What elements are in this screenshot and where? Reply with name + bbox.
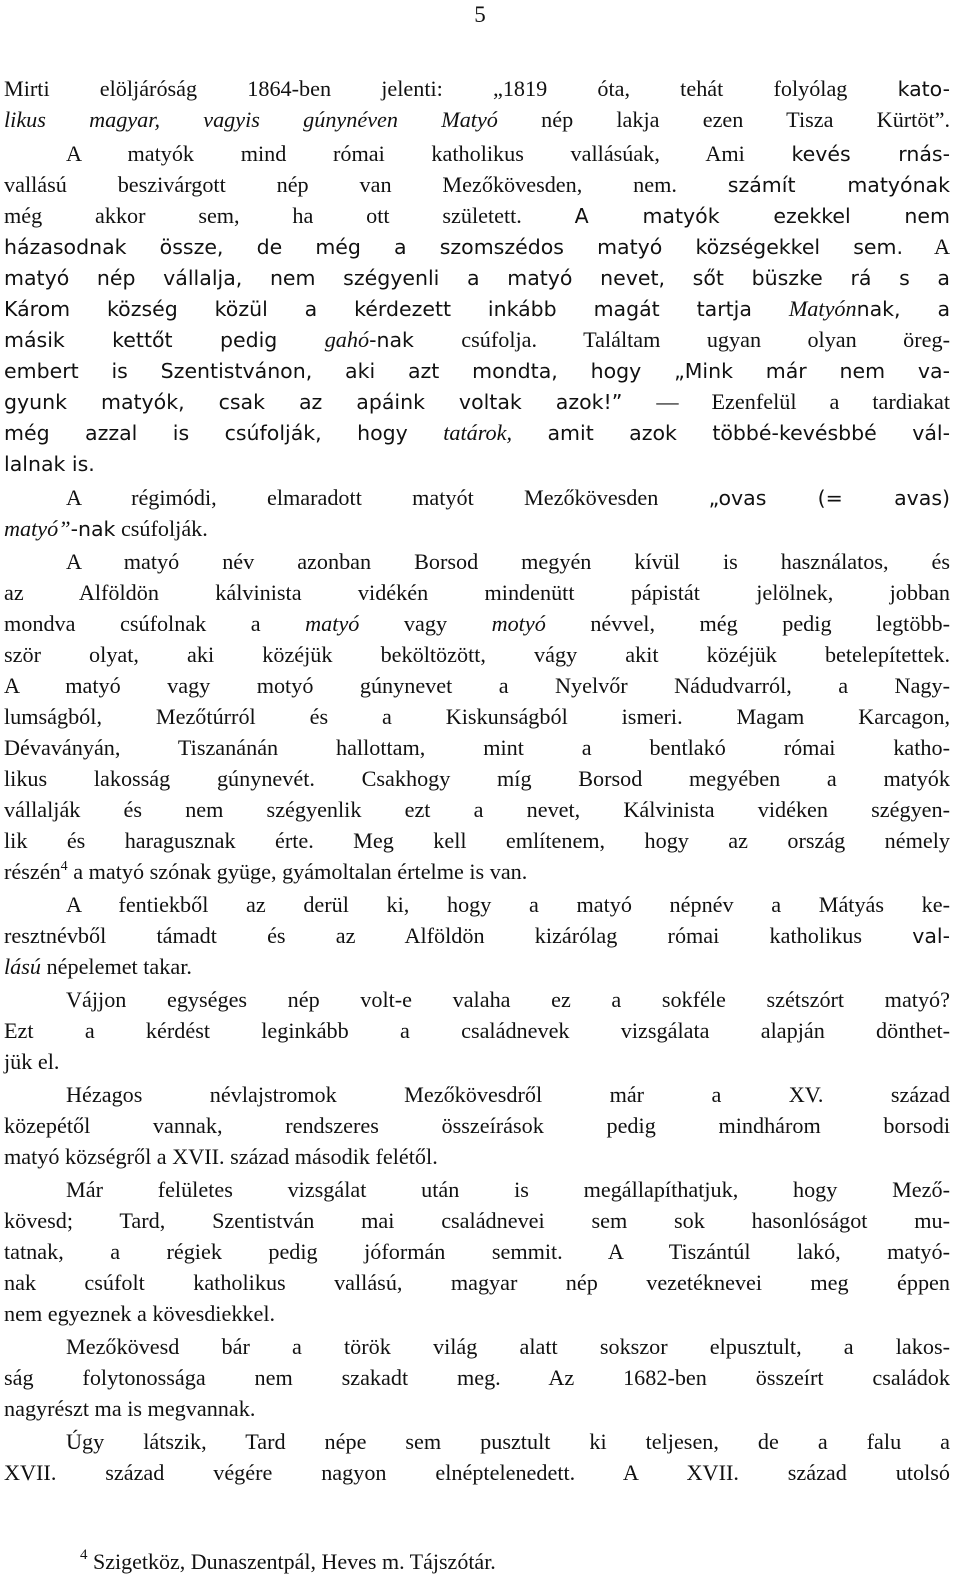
line-text: amit azok többé-kevésbbé vál- bbox=[512, 421, 950, 445]
footnote-marker: 4 bbox=[80, 1547, 88, 1563]
line-text: csúfolják. bbox=[115, 516, 208, 541]
line-text: mondva csúfolnak a bbox=[4, 611, 306, 636]
text-line bbox=[4, 325, 950, 355]
text-line bbox=[4, 1394, 950, 1424]
text-line bbox=[66, 547, 950, 577]
text-line bbox=[4, 857, 950, 887]
line-text: Vájjon egységes nép volt-e valaha ez a sokféle szétszórt matyó? bbox=[66, 987, 950, 1012]
italic-text: gahó bbox=[324, 327, 370, 352]
line-text: részén bbox=[4, 859, 61, 884]
text-line bbox=[4, 1047, 950, 1077]
text-line bbox=[4, 1299, 950, 1329]
line-text: közepétől vannak, rendszeres összeírások pedig mindhárom borsodi bbox=[4, 1113, 950, 1138]
text-line bbox=[4, 1016, 950, 1046]
text-line bbox=[4, 826, 950, 856]
line-text: Károm község közül a kérdezett inkább magát tartja bbox=[4, 297, 789, 321]
footnote bbox=[80, 1547, 496, 1577]
text-line bbox=[4, 449, 950, 479]
line-text: kato- bbox=[897, 77, 950, 101]
line-text: — Ezenfelül a tardiakat bbox=[656, 389, 950, 414]
line-text: házasodnak össze, de még a szomszédos matyó községekkel sem. bbox=[4, 235, 904, 259]
line-text: a matyó szónak gyüge, gyámoltalan értelme is van. bbox=[67, 859, 528, 884]
line-text: népelemet takar. bbox=[41, 954, 192, 979]
line-text: Mirti elöljáróság 1864-ben jelenti: „1819 óta, tehát folyólag bbox=[4, 76, 898, 101]
line-text: csúfolja. Találtam ugyan olyan öreg- bbox=[461, 327, 950, 352]
line-text: lumságból, Mezőtúrról és a Kiskunságból ismeri. Magam Karcagon, bbox=[4, 704, 950, 729]
text-line bbox=[4, 921, 950, 951]
text-line bbox=[4, 764, 950, 794]
line-text: nem egyeznek a kövesdiekkel. bbox=[4, 1301, 276, 1326]
line-text: -nak bbox=[369, 328, 462, 352]
line-text: névvel, még pedig legtöbb- bbox=[545, 611, 950, 636]
text-line bbox=[66, 1080, 950, 1110]
line-text: resztnévből támadt és az Alföldön kizárólag római katholikus bbox=[4, 923, 913, 948]
line-text: Már felületes vizsgálat után is megállapíthatjuk, hogy Mező- bbox=[66, 1177, 950, 1202]
line-text: A matyók mind római katholikus vallásúak, Ami bbox=[66, 141, 792, 166]
line-text: -nak bbox=[70, 517, 116, 541]
text-line bbox=[66, 1175, 950, 1205]
footnote-reference: 4 bbox=[60, 859, 68, 874]
line-text: másik kettőt pedig bbox=[4, 328, 325, 352]
text-line bbox=[4, 294, 950, 324]
text-line bbox=[4, 201, 950, 231]
line-text: lalnak is. bbox=[4, 452, 95, 476]
italic-text: lású bbox=[4, 954, 41, 979]
text-line bbox=[4, 387, 950, 417]
line-text: számít matyónak bbox=[727, 173, 950, 197]
text-line bbox=[4, 1206, 950, 1236]
text-line bbox=[4, 514, 950, 544]
line-text: Ezt a kérdést leginkább a családnevek vizsgálata alapján dönthet- bbox=[4, 1018, 950, 1043]
text-line bbox=[4, 640, 950, 670]
text-line bbox=[4, 1142, 950, 1172]
text-line bbox=[4, 1363, 950, 1393]
italic-text: matyó” bbox=[4, 516, 71, 541]
line-text: matyó községről a XVII. század második felétől. bbox=[4, 1144, 438, 1169]
line-text: nagyrészt ma is megvannak. bbox=[4, 1396, 256, 1421]
text-line bbox=[4, 105, 950, 135]
text-line bbox=[4, 578, 950, 608]
text-line bbox=[4, 356, 950, 386]
text-line bbox=[4, 671, 950, 701]
line-text: A régimódi, elmaradott matyót Mezőkövesden bbox=[66, 485, 709, 510]
line-text: lik és haragusznak érte. Meg kell említenem, hogy az ország némely bbox=[4, 828, 950, 853]
text-line bbox=[4, 733, 950, 763]
text-line bbox=[4, 1111, 950, 1141]
text-line bbox=[66, 1427, 950, 1457]
text-line bbox=[4, 1268, 950, 1298]
line-text: A matyó név azonban Borsod megyén kívül is használatos, és bbox=[66, 549, 950, 574]
text-line bbox=[4, 702, 950, 732]
line-text: jük el. bbox=[4, 1049, 60, 1074]
line-text: még akkor sem, ha ott született. bbox=[4, 203, 575, 228]
line-text: Mezőkövesd bár a török világ alatt sokszor elpusztult, a lakos- bbox=[66, 1334, 950, 1359]
line-text: vagy bbox=[359, 611, 492, 636]
line-text: tatnak, a régiek pedig jóformán semmit. A Tiszántúl lakó, matyó- bbox=[4, 1239, 950, 1264]
line-text: az Alföldön kálvinista vidékén mindenütt pápistát jelölnek, jobban bbox=[4, 580, 950, 605]
line-text: Hézagos névlajstromok Mezőkövesdről már a XV. század bbox=[66, 1082, 950, 1107]
line-text: ság folytonossága nem szakadt meg. Az 1682-ben összeírt családok bbox=[4, 1365, 950, 1390]
line-text: A matyó vagy motyó gúnynevet a Nyelvőr Nádudvarról, a Nagy- bbox=[4, 673, 950, 698]
line-text: Úgy látszik, Tard népe sem pusztult ki teljesen, de a falu a bbox=[66, 1429, 950, 1454]
line-text: „ovas (= avas) bbox=[708, 486, 950, 510]
text-line bbox=[66, 483, 950, 513]
line-text: A bbox=[903, 234, 950, 259]
line-text: XVII. század végére nagyon elnéptelenedett. A XVII. század utolsó bbox=[4, 1460, 950, 1485]
italic-text: likus magyar, vagyis gúnynéven Matyó bbox=[4, 107, 498, 132]
text-line bbox=[4, 170, 950, 200]
text-line bbox=[4, 795, 950, 825]
line-text: kövesd; Tard, Szentistván mai családnevei sem sok hasonlóságot mu- bbox=[4, 1208, 950, 1233]
text-line bbox=[66, 139, 950, 169]
line-text: vállalják és nem szégyenlik ezt a nevet, Kálvinista vidéken szégyen- bbox=[4, 797, 950, 822]
line-text: Dévaványán, Tiszanánán hallottam, mint a bentlakó római katho- bbox=[4, 735, 950, 760]
text-line bbox=[4, 952, 950, 982]
text-line bbox=[4, 1237, 950, 1267]
line-text: nak, a bbox=[856, 297, 951, 321]
line-text: kevés rnás- bbox=[791, 142, 950, 166]
line-text: A fentiekből az derül ki, hogy a matyó népnév a Mátyás ke- bbox=[66, 892, 950, 917]
line-text: likus lakosság gúnynevét. Csakhogy míg Borsod megyében a matyók bbox=[4, 766, 950, 791]
italic-text: matyó bbox=[305, 611, 360, 636]
line-text: A matyók ezekkel nem bbox=[574, 204, 950, 228]
italic-text: Matyón bbox=[788, 296, 857, 321]
text-line bbox=[4, 263, 950, 293]
line-text: gyunk matyók, csak az apáink voltak azok!” bbox=[4, 390, 657, 414]
italic-text: motyó bbox=[491, 611, 546, 636]
text-line bbox=[4, 609, 950, 639]
line-text: val- bbox=[912, 924, 950, 948]
text-line bbox=[4, 74, 950, 104]
page-number: 5 bbox=[474, 2, 486, 27]
line-text: vallású beszivárgott nép van Mezőkövesden, nem. bbox=[4, 172, 728, 197]
line-text: nak csúfolt katholikus vallású, magyar nép vezetéknevei meg éppen bbox=[4, 1270, 950, 1295]
line-text: embert is Szentistvánon, aki azt mondta, hogy „Mink már nem va- bbox=[4, 359, 950, 383]
text-line bbox=[4, 1458, 950, 1488]
text-line bbox=[66, 890, 950, 920]
line-text: matyó nép vállalja, nem szégyenli a matyó nevet, sőt büszke rá s a bbox=[4, 266, 950, 290]
text-line bbox=[4, 232, 950, 262]
footnote-text: Szigetköz, Dunaszentpál, Heves m. Tájszótár. bbox=[87, 1549, 496, 1574]
line-text: még azzal is csúfolják, hogy bbox=[4, 421, 444, 445]
line-text: ször olyat, aki közéjük beköltözött, vágy akit közéjük betelepítettek. bbox=[4, 642, 950, 667]
text-line bbox=[66, 1332, 950, 1362]
text-line bbox=[4, 418, 950, 448]
text-line bbox=[66, 985, 950, 1015]
line-text: nép lakja ezen Tisza Kürtöt”. bbox=[497, 107, 950, 132]
italic-text: tatárok, bbox=[443, 420, 513, 445]
